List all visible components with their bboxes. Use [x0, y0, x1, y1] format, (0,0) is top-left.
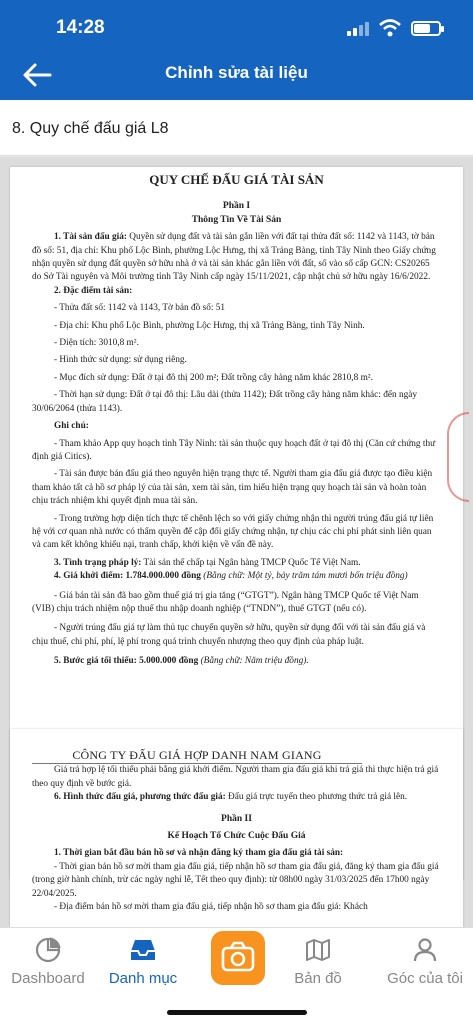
tab-danh-muc[interactable]: [95, 928, 191, 1008]
part-subtitle: Kế Hoạch Tổ Chức Cuộc Đấu Giá: [167, 831, 306, 842]
asset-item: - Hình thức sử dụng: sử dụng riêng.: [54, 355, 187, 366]
min-bid-step-words: (Bằng chữ: Năm triệu đồng).: [198, 656, 309, 667]
note-item: - Tham khảo App quy hoạch tỉnh Tây Ninh: tài sản thuộc quy hoạch đất ở tại đô thị (Căn cứ chứng thư định giá Citics).: [32, 438, 436, 462]
section-4: [32, 570, 441, 583]
asset-item: - Mục đích sử dụng: Đất ở tại đô thị 200 m²; Đất trồng cây hàng năm khác 2810,8 m².: [54, 372, 373, 383]
asset-item: - Địa chỉ: Khu phố Lộc Bình, phường Lộc Hưng, thị xã Trảng Bàng, tỉnh Tây Ninh.: [54, 320, 365, 331]
section-2-label: 2. Đặc điểm tài sản:: [54, 285, 133, 296]
section-3-text: Tài sản thế chấp tại Ngân hàng TMCP Quốc Tế Việt Nam.: [141, 557, 361, 568]
status-bar: [0, 14, 473, 44]
section-5: [32, 655, 441, 668]
tab-label: Danh mục: [108, 970, 178, 987]
camera-icon: [211, 931, 265, 985]
min-bid-step: 5. Bước giá tối thiểu: 5.000.000 đồng: [54, 656, 199, 667]
status-time: 14:28: [56, 17, 105, 38]
tab-goc-cua-toi[interactable]: [377, 928, 473, 1008]
tax-item: - Người trúng đấu giá tự làm thủ tục chuyển quyền sở hữu, quyền sử dụng đối với tài sản đấu giá và chịu thuế, chi phí, phí, lệ phí trong quá trình chuyển nhượng theo quy định của pháp luật.: [32, 623, 426, 647]
part-heading: Phần II: [221, 813, 252, 824]
section-1: [32, 231, 441, 285]
company-header: CÔNG TY ĐẤU GIÁ HỢP DANH NAM GIANG: [32, 749, 362, 764]
user-icon: [411, 936, 439, 964]
tab-label: Dashboard: [11, 970, 85, 987]
document-viewer[interactable]: [0, 157, 473, 927]
section-1-label: 1. Tài sản đấu giá:: [54, 232, 127, 243]
section-6-text: Đấu giá trực tuyến theo phương thức trả giá lên.: [225, 792, 408, 803]
tab-label: Bản đồ: [294, 970, 342, 987]
signal-icon: [347, 22, 369, 36]
map-icon: [304, 936, 332, 964]
document-name: 8. Quy chế đấu giá L8: [0, 100, 473, 156]
page-title: Chỉnh sửa tài liệu: [165, 63, 308, 82]
tax-item: - Giá bán tài sản đã bao gồm thuế giá trị gia tăng (“GTGT”). Ngân hàng TMCP Quốc tế Việt Nam (VIB) chịu trách nhiệm nộp thuế thu nhập doanh nghiệp (“TNDN”), thuế GTGT (nếu có).: [32, 590, 419, 614]
note-item: - Tài sản được bán đấu giá theo nguyên hiện trạng thực tế. Người tham gia đấu giá được tạo điều kiện tham khảo tất cả hồ sơ pháp lý của tài sản, xem tài sản, tìm hiểu hiện trạng quy hoạch tài sản và hoàn toàn chịu trách nhiệm khi quyết định mua tài sản.: [32, 469, 433, 507]
note-label: Ghi chú:: [54, 421, 89, 432]
starting-price: 4. Giá khởi điểm: 1.784.000.000 đồng: [54, 571, 201, 582]
inbox-tray-icon: [129, 936, 157, 964]
asset-item: - Diện tích: 3010,8 m².: [54, 338, 139, 349]
note-item: - Trong trường hợp diện tích thực tế chênh lệch so với giấy chứng nhận thì người trúng đấu giá tự liên hệ với cơ quan nhà nước có thẩm quyền để cập đổi giấy chứng nhận, tự chịu các chi phí phát sinh liên quan và cam kết không khiếu nại, tranh chấp, khởi kiện về vấn đề này.: [32, 513, 434, 551]
red-seal-stamp: [447, 412, 469, 502]
asset-item: - Thời hạn sử dụng: Đất ở tại đô thị: Lâu dài (thửa 1142); Đất trồng cây hàng năm khác: đến ngày 30/06/2064 (thửa 1143).: [32, 390, 418, 414]
tab-dashboard[interactable]: [0, 928, 96, 1008]
tab-label: Góc của tôi: [387, 970, 463, 987]
part-heading: Phần I: [222, 201, 251, 212]
tab-ban-do[interactable]: [270, 928, 366, 1008]
plan-section-1: 1. Thời gian bắt đầu bán hồ sơ và nhận đăng ký tham gia đấu giá tài sản:: [54, 848, 344, 859]
wifi-icon: [379, 19, 401, 37]
section-6: [32, 791, 441, 804]
section-3-label: 3. Tình trạng pháp lý:: [54, 557, 142, 568]
section-3: [32, 557, 441, 570]
plan-item: - Địa điểm bán hồ sơ mời tham gia đấu giá, tiếp nhận hồ sơ tham gia đấu giá: Khách: [54, 902, 368, 913]
asset-item: - Thửa đất số: 1142 và 1143, Tờ bản đồ số: 51: [54, 303, 226, 314]
top-app-bar: [0, 0, 473, 100]
document-page-2: [10, 729, 463, 927]
part-subtitle: Thông Tin Về Tài Sản: [191, 214, 282, 225]
battery-icon: [411, 21, 441, 36]
bid-rule-text: Giá trả hợp lệ tối thiểu phải bằng giá khởi điểm. Người tham gia đấu giá khi trả giá thì thực hiện trả giá theo quy định về bước giá.: [32, 765, 439, 789]
section-6-label: 6. Hình thức đấu giá, phương thức đấu giá:: [54, 792, 226, 803]
camera-button[interactable]: [211, 931, 265, 985]
starting-price-words: (Bằng chữ: Một tỷ, bảy trăm tám mươi bốn triệu đồng): [200, 571, 408, 582]
pie-chart-icon: [34, 936, 62, 964]
home-indicator: [167, 1010, 307, 1015]
plan-item: - Thời gian bán hồ sơ mời tham gia đấu giá, tiếp nhận hồ sơ tham gia đấu giá, đăng ký tham gia đấu giá (trong giờ hành chính, trừ các ngày nghỉ lễ, Tết theo quy định): từ 08h00 ngày 31/03/2025 đến 17h00 ngày 22/04/2025.: [32, 861, 439, 899]
document-title: QUY CHẾ ĐẤU GIÁ TÀI SẢN: [149, 172, 324, 187]
section-1-text: Quyền sử dụng đất và tài sản gắn liền với đất tại thửa đất số: 1142 và 1143, tờ bản đồ số: 51, địa chỉ: Khu phố Lộc Bình, phường Lộc Hưng, thị xã Trảng Bàng, tỉnh Tây Ninh theo Giấy chứng nhận quyền sử dụng đất quyền sở hữu nhà ở và tài sản khác gắn liền với đất, số vào sổ cấp GCN: CS20265 do Sở Tài nguyên và Môi trường tỉnh Tây Ninh cấp ngày 15/11/2021, cập nhật chủ sở hữu ngày 16/6/2022.: [32, 232, 436, 283]
